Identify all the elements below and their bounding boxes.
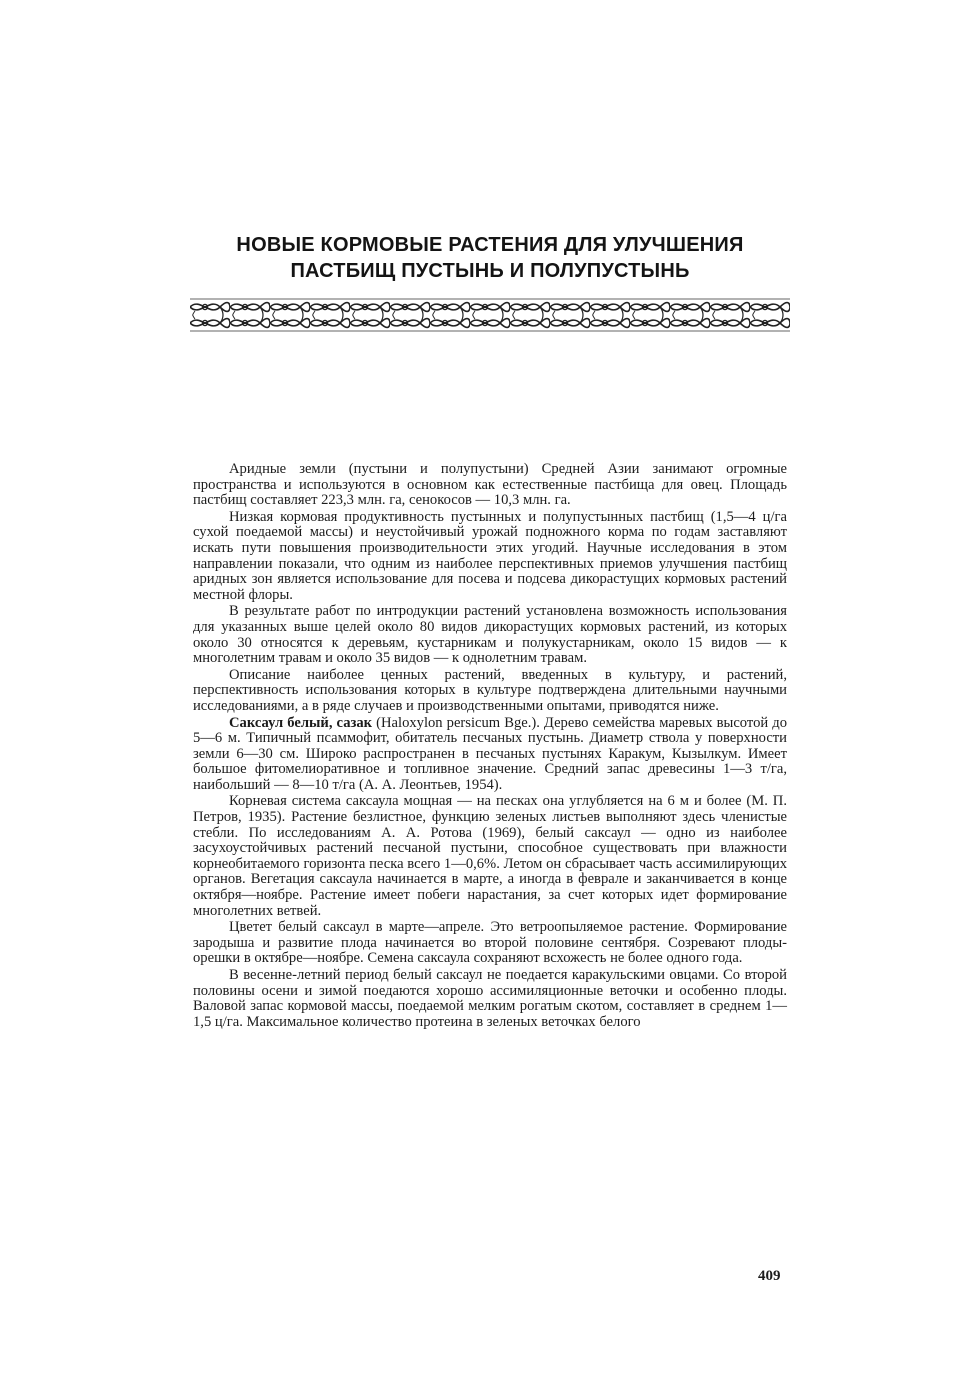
paragraph-8 bbox=[193, 968, 787, 1030]
paragraph-4 bbox=[193, 668, 787, 715]
decorative-braid-ornament-icon bbox=[190, 298, 790, 332]
paragraph-1-text: Аридные земли (пустыни и полупустыни) Средней Азии занимают огромные пространства и используются в основном как естественные пастбища для овец. Площадь пастбищ составляет 223,3 млн. га, сенокосов — 10,3 млн. га. bbox=[193, 461, 787, 509]
paragraph-8-text: В весенне-летний период белый саксаул не поедается каракульскими овцами. Со второй половины осени и зимой поедаются хорошо ассимиляционные веточки и особенно плоды. Валовой запас кормовой массы, поедаемой мелким рогатым скотом, составляет в среднем 1—1,5 ц/га. Максимальное количество протеина в зеленых веточках белого bbox=[193, 967, 787, 1030]
title-line-1: НОВЫЕ КОРМОВЫЕ РАСТЕНИЯ ДЛЯ УЛУЧШЕНИЯ bbox=[236, 234, 744, 256]
paragraph-5 bbox=[193, 716, 787, 794]
paragraph-3-text: В результате работ по интродукции растений установлена возможность использования для указанных выше целей около 80 видов дикорастущих кормовых растений, из которых около 30 относятся к деревьям, кустарникам и полукустарникам, около 15 видов — к многолетним травам и около 35 видов — к однолетним травам. bbox=[193, 603, 787, 667]
page-title bbox=[190, 232, 790, 284]
paragraph-1 bbox=[193, 462, 787, 509]
paragraph-5-text: (Haloxylon persicum Bge.). Дерево семейства маревых высотой до 5—6 м. Типичный псаммофит, обитатель песчаных пустынь. Диаметр ствола у поверхности земли 6—30 см. Широко распространен в песчаных пустынях Каракум, Кызылкум. Имеет большое фитомелиоративное и топливное значение. Средний запас древесины 1—3 т/га, наибольший — 8—10 т/га (А. А. Леонтьев, 1954). bbox=[193, 714, 787, 793]
title-line-2: ПАСТБИЩ ПУСТЫНЬ И ПОЛУПУСТЫНЬ bbox=[290, 260, 690, 282]
species-name: Саксаул белый, сазак bbox=[229, 714, 373, 731]
paragraph-4-text: Описание наиболее ценных растений, введенных в культуру, и растений, перспективность использования которых в культуре подтверждена длительными научными исследованиями, а в ряде случаев и производственными опытами, приводятся ниже. bbox=[193, 666, 787, 714]
paragraph-7-text: Цветет белый саксаул в марте—апреле. Это ветроопыляемое растение. Формирование зародыша и развитие плода начинается во второй половине сентября. Созревают плоды-орешки в октябре—ноябре. Семена саксаула сохраняют всхожесть не более одного года. bbox=[193, 919, 787, 967]
paragraph-6 bbox=[193, 794, 787, 919]
paragraph-6-text: Корневая система саксаула мощная — на песках она углубляется на 6 м и более (М. П. Петров, 1935). Растение безлистное, функцию зеленых листьев выполняют здесь членистые стебли. По исследованиям А. А. Ротова (1969), белый саксаул — одно из наиболее засухоустойчивых растений песчаной пустыни, способное существовать при влажности корнеобитаемого горизонта песка всего 1—0,6%. Летом он сбрасывает часть ассимилирующих органов. Вегетация саксаула начинается в марте, а иногда в феврале и заканчивается в конце октября—ноябре. Растение имеет побеги нарастания, за счет которых идет формирование многолетних ветвей. bbox=[193, 793, 787, 919]
paragraph-2 bbox=[193, 510, 787, 604]
page-number: 409 bbox=[758, 1268, 781, 1284]
paragraph-3 bbox=[193, 604, 787, 666]
paragraph-7 bbox=[193, 920, 787, 967]
paragraph-2-text: Низкая кормовая продуктивность пустынных и полупустынных пастбищ (1,5—4 ц/га сухой поедаемой массы) и неустойчивый урожай подножного корма по годам заставляют искать пути повышения производительности этих угодий. Научные исследования в этом направлении показали, что одним из наиболее перспективных приемов улучшения пастбищ аридных зон является использование для посева и подсева дикорастущих кормовых растений местной флоры. bbox=[193, 508, 787, 603]
article-body bbox=[193, 462, 787, 1030]
